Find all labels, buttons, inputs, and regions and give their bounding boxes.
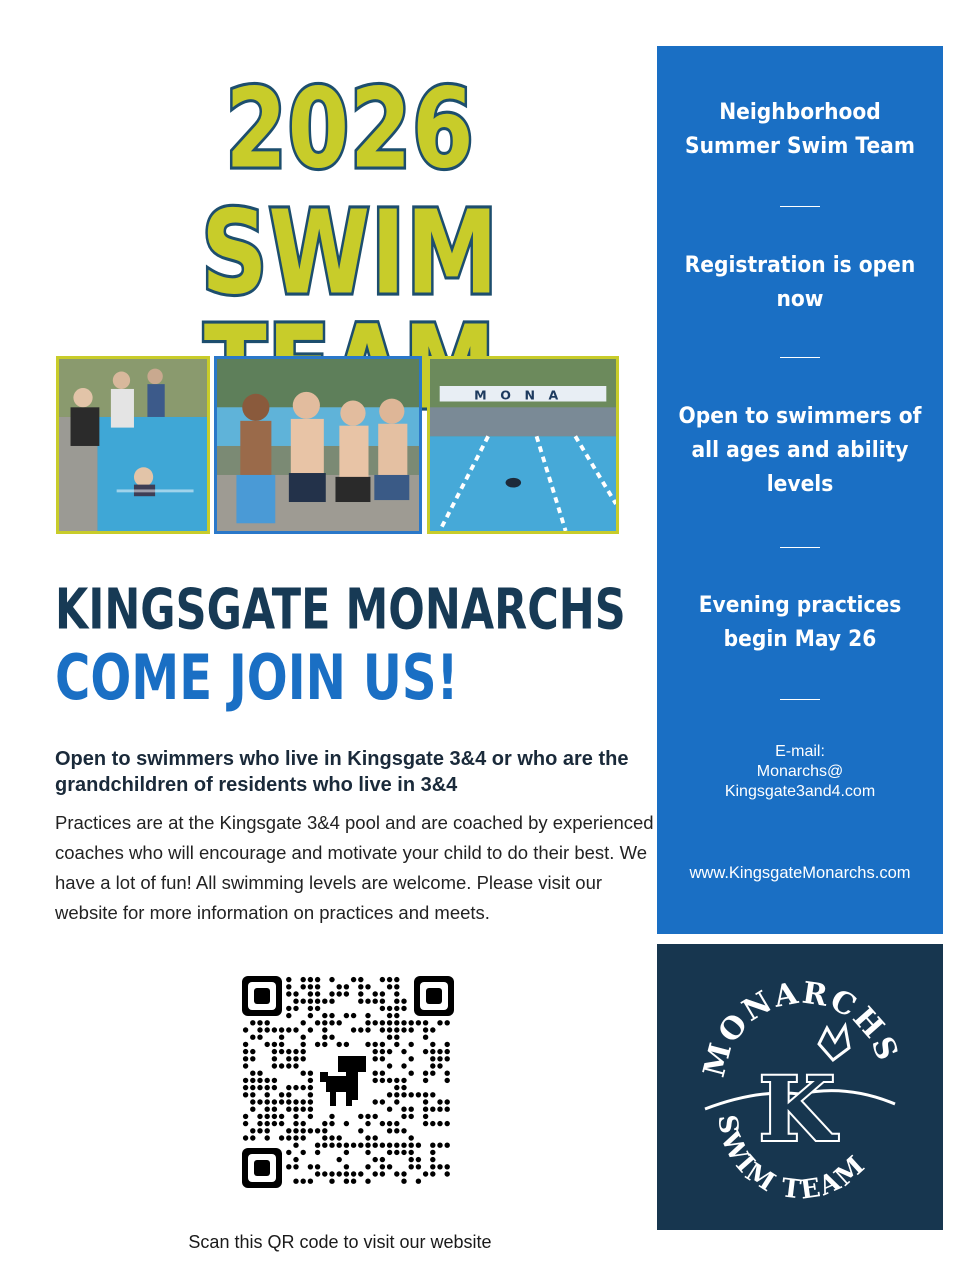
qr-caption: Scan this QR code to visit our website [188,1232,492,1252]
sidebar-item-registration: Registration is open now [684,253,916,312]
sidebar-item-practices: Evening practices begin May 26 [698,593,902,652]
crown-icon [819,1026,849,1060]
qr-code[interactable] [242,976,454,1188]
logo-letter: K [758,1057,836,1161]
email-line1[interactable]: Monarchs@ [756,763,844,780]
monarchs-logo [657,944,943,1230]
info-sidebar [657,46,943,934]
photo-pool-edge [56,356,210,534]
banner-letters: MONA [474,387,572,403]
join-call: COME JOIN US! [55,641,459,715]
sidebar-divider [780,206,820,207]
email-label: E-mail: [775,743,825,760]
sidebar-divider [780,699,820,700]
sidebar-item-neighborhood: Neighborhood Summer Swim Team [685,100,915,159]
eligibility-text: Open to swimmers who live in Kingsgate 3&4 or who are the grandchildren of residents who live in 3&4 [55,748,629,796]
logo-bottom-text: SWIM TEAM [711,1113,873,1206]
headline-year: 2026 [225,64,475,193]
sidebar-divider [780,357,820,358]
sidebar-item-open-to-all: Open to swimmers of all ages and ability levels [678,404,922,497]
email-block [657,742,943,802]
dinosaur-icon [320,1056,366,1106]
website-link[interactable]: www.KingsgateMonarchs.com [689,864,911,882]
team-name: KINGSGATE MONARCHS [55,576,626,642]
photo-pool-lanes [427,356,619,534]
description-text: Practices are at the Kingsgate 3&4 pool and are coached by experienced coaches who will encourage and motivate your child to do their best. We have a lot of fun! All swimming levels are welcome. Please visit our website for more information on practices and meets. [55,812,654,923]
logo-top-text: MONARCHS [696,975,906,1081]
email-line2[interactable]: Kingsgate3and4.com [724,783,876,800]
photo-swimmers-group [214,356,422,534]
headline-title: SWIM [201,186,499,320]
sidebar-divider [780,547,820,548]
